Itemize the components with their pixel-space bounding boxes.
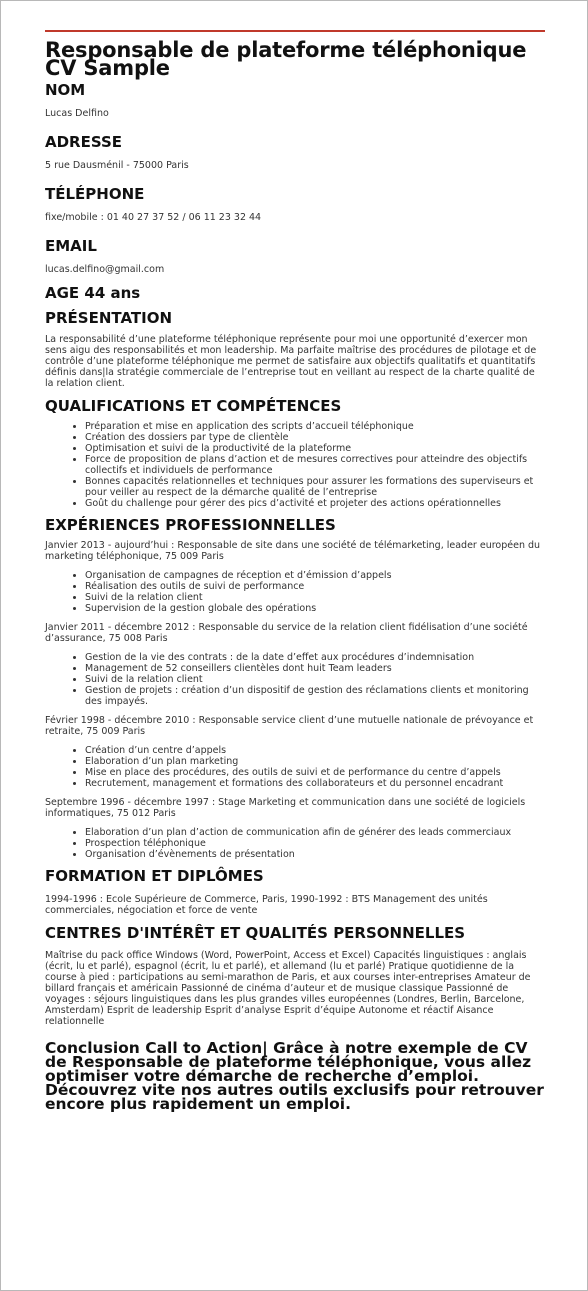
experience-entry (45, 540, 545, 614)
list-item: • Management de 52 conseillers clientèles dont huit Team leaders (85, 663, 545, 674)
formation-heading: FORMATION ET DIPLÔMES (45, 867, 264, 885)
experience-header: Février 1998 - décembre 2010 : Responsable service client d’une mutuelle nationale de prévoyance et retraite, 75 009 Paris (45, 715, 534, 737)
experience-header: Janvier 2011 - décembre 2012 : Responsable du service de la relation client fidélisation d’une société d’assurance, 75 008 Paris (45, 622, 528, 644)
list-item: • Réalisation des outils de suivi de performance (85, 581, 545, 592)
cv-content (45, 81, 545, 1111)
experience-entry (45, 622, 545, 707)
qualifications-heading: QUALIFICATIONS ET COMPÉTENCES (45, 397, 342, 415)
experience-header: Septembre 1996 - décembre 1997 : Stage Marketing et communication dans une société de logiciels informatiques, 75 012 Paris (45, 797, 526, 819)
centres-heading: CENTRES D'INTÉRÊT ET QUALITÉS PERSONNELLES (45, 924, 466, 942)
experience-entry (45, 715, 545, 789)
list-item: • Optimisation et suivi de la productivité de la plateforme (85, 443, 545, 454)
list-item: • Elaboration d’un plan d’action de communication afin de générer des leads commerciaux (85, 827, 545, 838)
list-item: • Création d’un centre d’appels (85, 745, 545, 756)
experience-header: Janvier 2013 - aujourd’hui : Responsable de site dans une société de télémarketing, leader européen du marketing téléphonique, 75 009 Paris (45, 540, 541, 562)
telephone-label: TÉLÉPHONE (45, 185, 145, 203)
formation-text: 1994-1996 : Ecole Supérieure de Commerce, Paris, 1990-1992 : BTS Management des unités commerciales, négociation et force de vente (45, 894, 488, 916)
list-item: • Supervision de la gestion globale des opérations (85, 603, 545, 614)
presentation-heading: PRÉSENTATION (45, 309, 173, 327)
page-title: Responsable de plateforme téléphonique CV Sample (45, 38, 527, 80)
list-item: • Elaboration d’un plan marketing (85, 756, 545, 767)
title-rule (45, 30, 545, 32)
centres-text: Maîtrise du pack office Windows (Word, PowerPoint, Access et Excel) Capacités linguistiques : anglais (écrit, lu et parlé), espagnol (écrit, lu et parlé), et allemand (lu et parlé) Pratique quotidienne de la course à pied : participations au semi-marathon de Paris, et aux courses inter-entreprises Amateur de billard français et américain Passionné de cinéma d’auteur et de musique classique Passionné de voyages : séjours linguistiques dans les plus grandes villes européennes (Londres, Berlin, Barcelone, Amsterdam) Esprit de leadership Esprit d’analyse Esprit d’équipe Autonome et réactif Aisance relationnelle (45, 950, 531, 1027)
list-item: • Bonnes capacités relationnelles et techniques pour assurer les formations des superviseurs et pour veiller au respect de la démarche qualité de l’entreprise (85, 476, 545, 498)
adresse-value: 5 rue Dausménil - 75000 Paris (45, 160, 189, 171)
nom-label: NOM (45, 81, 86, 99)
email-value: lucas.delfino@gmail.com (45, 264, 165, 275)
list-item: • Prospection téléphonique (85, 838, 545, 849)
list-item: • Organisation de campagnes de réception et d’émission d’appels (85, 570, 545, 581)
list-item: • Gestion de projets : création d’un dispositif de gestion des réclamations clients et monitoring des impayés. (85, 685, 545, 707)
list-item: • Gestion de la vie des contrats : de la date d’effet aux procédures d’indemnisation (85, 652, 545, 663)
experience-tasks (45, 652, 545, 707)
list-item: • Création des dossiers par type de clientèle (85, 432, 545, 443)
list-item: • Suivi de la relation client (85, 674, 545, 685)
age-label: AGE 44 ans (45, 284, 141, 302)
experience-tasks (45, 827, 545, 860)
email-label: EMAIL (45, 237, 97, 255)
experiences-heading: EXPÉRIENCES PROFESSIONNELLES (45, 516, 336, 534)
list-item: • Force de proposition de plans d’action et de mesures correctives pour atteindre des objectifs collectifs et individuels de performance (85, 454, 545, 476)
qualifications-list (45, 421, 545, 509)
list-item: • Suivi de la relation client (85, 592, 545, 603)
presentation-text: La responsabilité d’une plateforme téléphonique représente pour moi une opportunité d’exercer mon sens aigu des responsabilités et mon leadership. Ma parfaite maîtrise des procédures de pilotage et de contrôle d’une plateforme téléphonique me permet de satisfaire aux objectifs qualitatifs et quantitatifs définis dans|la stratégie commerciale de l’entreprise tout en veillant au respect de la charte qualité de la relation client. (45, 334, 537, 389)
list-item: • Mise en place des procédures, des outils de suivi et de performance du centre d’appels (85, 767, 545, 778)
list-item: • Organisation d’évènements de présentation (85, 849, 545, 860)
list-item: • Préparation et mise en application des scripts d’accueil téléphonique (85, 421, 545, 432)
experience-tasks (45, 570, 545, 614)
experience-tasks (45, 745, 545, 789)
list-item: • Recrutement, management et formations des collaborateurs et du personnel encadrant (85, 778, 545, 789)
nom-value: Lucas Delfino (45, 108, 109, 119)
list-item: • Goût du challenge pour gérer des pics d’activité et projeter des actions opérationnelles (85, 498, 545, 509)
adresse-label: ADRESSE (45, 133, 123, 151)
telephone-value: fixe/mobile : 01 40 27 37 52 / 06 11 23 32 44 (45, 212, 262, 223)
experience-entry (45, 797, 545, 860)
conclusion-call-to-action: Conclusion Call to Action| Grâce à notre exemple de CV de Responsable de plateforme téléphonique, vous allez optimiser votre démarche de recherche d’emploi. Découvrez vite nos autres outils exclusifs pour retrouver encore plus rapidement un emploi. (45, 1039, 544, 1113)
